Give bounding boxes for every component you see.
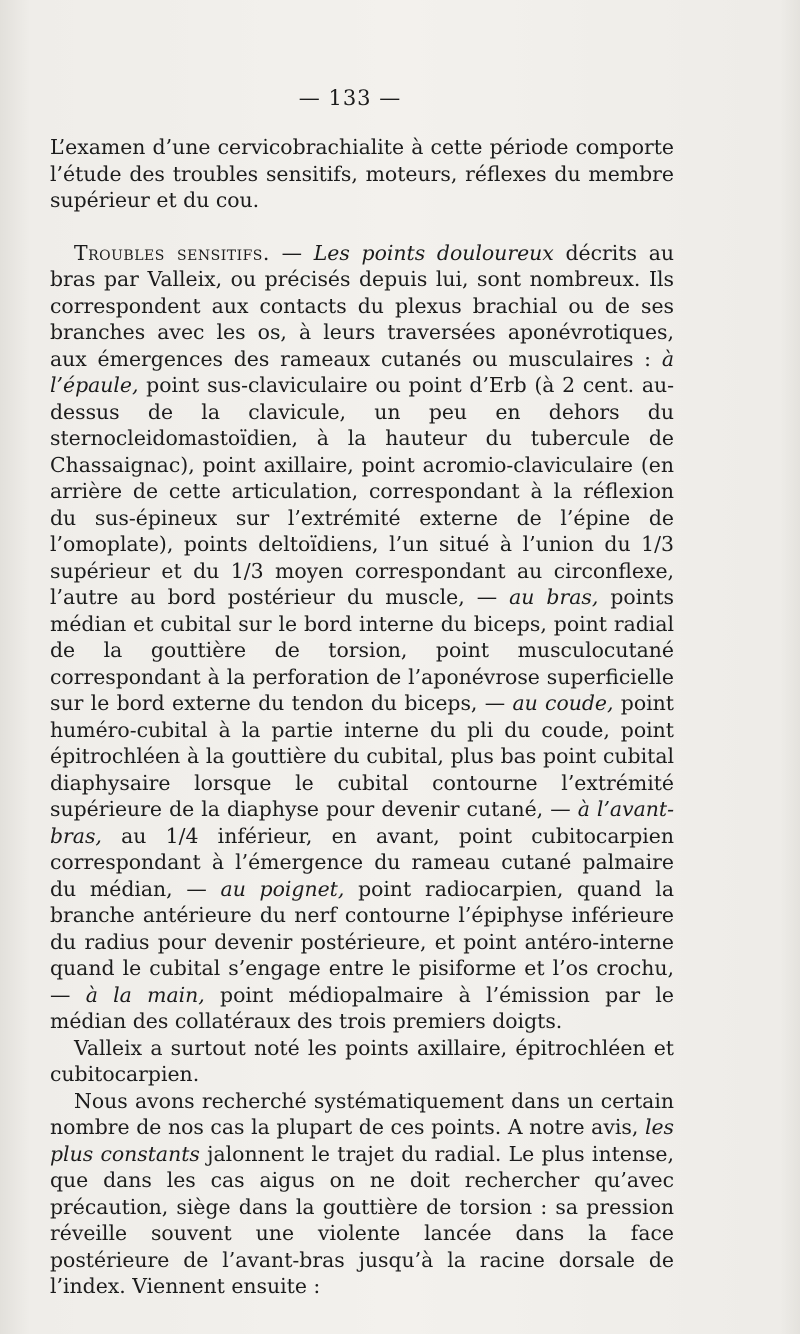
italic-run: à l’épaule,	[50, 346, 674, 397]
text-run: point sus-claviculaire ou point d’Erb (à 2 cent. au-dessus de la clavicule, un peu en dehors du sternocleidomastoïdien, à la hauteur du tubercule de Chassaignac), point axillaire, point acromio-claviculaire (en arrière de cette articulation, correspondant à la réflexion du sus-épineux sur l’extrémité externe de l’épine de l’omoplate), points deltoïdiens, l’un situé à l’union du 1/3 supérieur et du 1/3 moyen correspondant au circonflexe, l’autre au bord postérieur du muscle, —	[50, 373, 674, 609]
text-run: point radiocarpien, quand la branche antérieure du nerf contourne l’épiphyse inférieure du radius pour devenir postérieure, et point antéro-interne quand le cubital s’engage entre le pisiforme et l’os crochu, —	[50, 876, 674, 1007]
italic-run: au coude,	[512, 691, 614, 715]
text-run: décrits au bras par Valleix, ou précisés depuis lui, sont nombreux. Ils correspondent aux contacts du plexus brachial ou de ses branches avec les os, à leurs traversées aponévrotiques, aux émergences des rameaux cutanés ou musculaires :	[50, 240, 674, 371]
italic-run: les plus constants	[50, 1115, 674, 1166]
paragraph-troubles-sensitifs	[50, 240, 674, 1035]
page-number: — 133 —	[298, 86, 402, 110]
italic-run: à la main,	[85, 982, 205, 1007]
text-run: point médiopalmaire à l’émission par le médian des collatéraux des trois premiers doigts.	[50, 982, 674, 1033]
text-run: —	[269, 240, 314, 265]
paragraph-recherche	[50, 1088, 674, 1300]
italic-run: à l’avant-bras,	[50, 797, 674, 848]
italic-run: au bras,	[509, 585, 599, 609]
paragraph-valleix: Valleix a surtout noté les points axillaire, épitrochléen et cubitocarpien.	[50, 1035, 674, 1086]
section-heading: Troubles sensitifs.	[74, 240, 270, 265]
italic-run: au poignet,	[220, 876, 345, 901]
body-text	[50, 134, 674, 1300]
text-run: Nous avons recherché systématiquement dans un certain nombre de nos cas la plupart de ces points. A notre avis,	[50, 1088, 674, 1139]
paragraph-intro: L’examen d’une cervicobrachialite à cette période comporte l’étude des troubles sensitifs, moteurs, réflexes du membre supérieur et du cou.	[50, 135, 674, 212]
text-run: point huméro-cubital à la partie interne du pli du coude, point épitrochléen à la gouttière du cubital, plus bas point cubital diaphysaire lorsque le cubital contourne l’extrémité supérieure de la diaphyse pour devenir cutané, —	[50, 691, 674, 821]
italic-run: Les points douloureux	[313, 240, 554, 265]
text-run: au 1/4 inférieur, en avant, point cubitocarpien correspondant à l’émergence du rameau cutané palmaire du médian, —	[50, 823, 674, 901]
text-run: points médian et cubital sur le bord interne du biceps, point radial de la gouttière de torsion, point musculocutané correspondant à la perforation de l’aponévrose superficielle sur le bord externe du tendon du biceps, —	[50, 585, 675, 715]
text-run: jalonnent le trajet du radial. Le plus intense, que dans les cas aigus on ne doit rechercher qu’avec précaution, siège dans la gouttière de torsion : sa pression réveille souvent une violente lancée dans la face postérieure de l’avant-bras jusqu’à la racine dorsale de l’index. Viennent ensuite :	[50, 1141, 674, 1298]
